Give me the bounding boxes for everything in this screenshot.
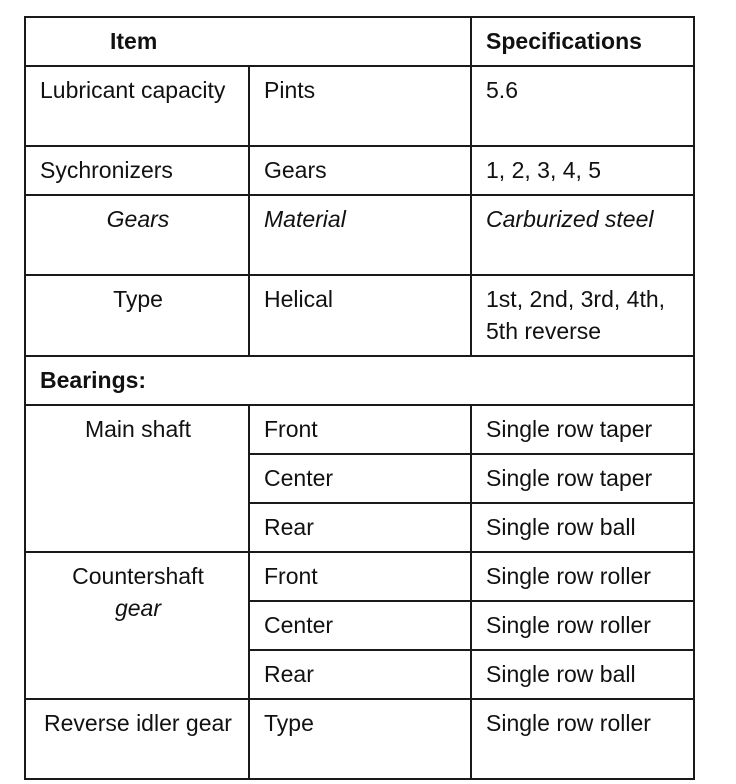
table-row <box>25 552 694 601</box>
row-unit: Helical <box>249 275 471 356</box>
row-unit: Gears <box>249 146 471 195</box>
bearing-spec: Single row roller <box>471 601 694 650</box>
table-row-synchronizers <box>25 146 694 195</box>
table-row-bearings-heading <box>25 356 694 405</box>
countershaft-label <box>25 552 249 699</box>
table-row-type <box>25 275 694 356</box>
bearing-position: Type <box>249 699 471 779</box>
bearing-spec: Single row ball <box>471 650 694 699</box>
header-item: Item <box>25 17 471 66</box>
bearing-position: Rear <box>249 650 471 699</box>
row-label: Sychronizers <box>25 146 249 195</box>
row-label: Lubricant capacity <box>25 66 249 146</box>
bearing-spec: Single row roller <box>471 552 694 601</box>
row-unit: Material <box>249 195 471 275</box>
bearing-position: Center <box>249 601 471 650</box>
bearing-spec: Single row taper <box>471 405 694 454</box>
header-row <box>25 17 694 66</box>
bearing-spec: Single row taper <box>471 454 694 503</box>
specifications-table <box>24 16 695 780</box>
bearing-position: Rear <box>249 503 471 552</box>
row-label: Type <box>25 275 249 356</box>
table-row-reverse-idler <box>25 699 694 779</box>
table-row <box>25 405 694 454</box>
bearing-position: Center <box>249 454 471 503</box>
header-specifications: Specifications <box>471 17 694 66</box>
bearing-spec: Single row roller <box>471 699 694 779</box>
row-label: Gears <box>25 195 249 275</box>
bearing-position: Front <box>249 405 471 454</box>
bearing-spec: Single row ball <box>471 503 694 552</box>
row-spec: Carburized steel <box>471 195 694 275</box>
row-spec: 5.6 <box>471 66 694 146</box>
countershaft-label-line2: gear <box>114 595 162 621</box>
main-shaft-label: Main shaft <box>25 405 249 552</box>
reverse-idler-label: Reverse idler gear <box>25 699 249 779</box>
table-row-gears <box>25 195 694 275</box>
countershaft-label-line1: Countershaft <box>72 563 204 589</box>
row-spec: 1, 2, 3, 4, 5 <box>471 146 694 195</box>
bearing-position: Front <box>249 552 471 601</box>
row-unit: Pints <box>249 66 471 146</box>
row-spec: 1st, 2nd, 3rd, 4th, 5th reverse <box>471 275 694 356</box>
bearings-heading: Bearings: <box>25 356 694 405</box>
table-row-lubricant <box>25 66 694 146</box>
